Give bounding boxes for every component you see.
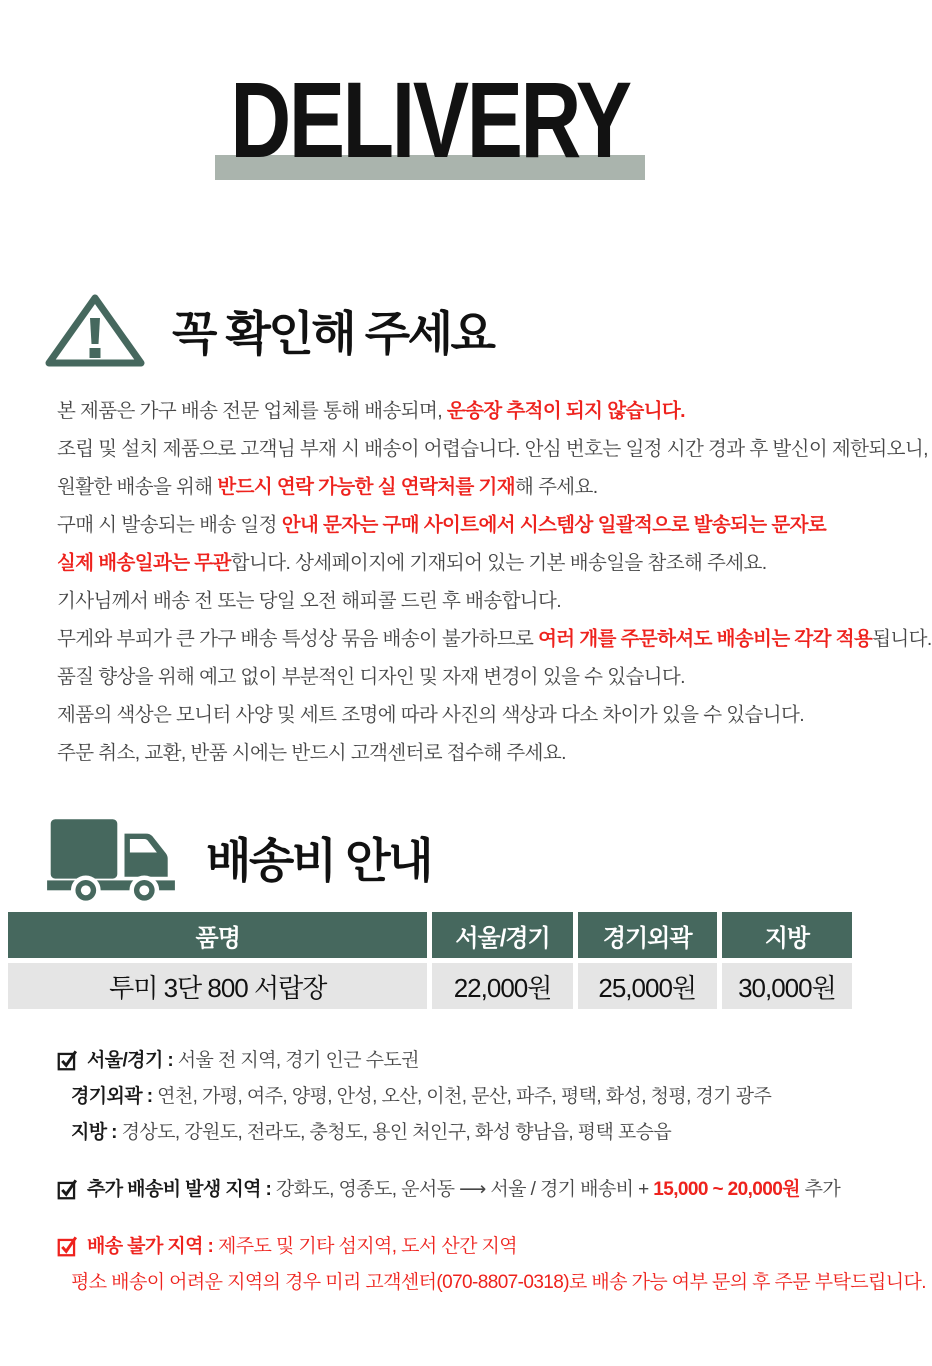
- text-segment: 조립 및 설치 제품으로 고객님 부재 시 배송이 어렵습니다. 안심 번호는 일정 시간 경과 후 발신이 제한되오니,: [57, 438, 928, 460]
- text-segment: 제품의 색상은 모니터 사양 및 세트 조명에 따라 사진의 색상과 다소 차이가 있을 수 있습니다.: [57, 704, 805, 726]
- notice-line: [57, 430, 928, 468]
- note-group: [57, 1172, 860, 1208]
- text-segment: 반드시 연락 가능한 실 연락처를 기재: [217, 476, 516, 498]
- fee-table-header-cell: 품명: [8, 912, 427, 958]
- text-segment: 여러 개를 주문하셔도 배송비는 각각 적용: [538, 628, 873, 650]
- text-segment: 강화도, 영종도, 운서동 ⟶ 서울 / 경기 배송비 +: [275, 1179, 654, 1200]
- notice-lines: [57, 392, 932, 772]
- note-line: [57, 1229, 860, 1265]
- notice-line: [57, 734, 860, 772]
- fee-table-header-cell: 경기외곽: [578, 912, 717, 958]
- text-segment: 추가 배송비 발생 지역 :: [87, 1179, 276, 1200]
- text-segment: 품질 향상을 위해 예고 없이 부분적인 디자인 및 자재 변경이 있을 수 있습니다.: [57, 666, 685, 688]
- note-line: [57, 1043, 860, 1079]
- text-segment: 제주도 및 기타 섬지역, 도서 산간 지역: [217, 1236, 518, 1257]
- text-segment: 해 주세요.: [515, 476, 598, 498]
- text-segment: 서울 전 지역, 경기 인근 수도권: [177, 1050, 419, 1071]
- notice-line: [57, 620, 932, 658]
- delivery-header: [0, 58, 860, 180]
- page-title: DELIVERY: [230, 59, 630, 180]
- text-segment: 운송장 추적이 되지 않습니다.: [446, 400, 685, 422]
- text-segment: 합니다. 상세페이지에 기재되어 있는 기본 배송일을 참조해 주세요.: [230, 552, 767, 574]
- shipping-section-title: 배송비 안내: [206, 833, 432, 887]
- text-segment: 배송 불가 지역 :: [87, 1236, 218, 1257]
- notice-line: [57, 696, 860, 734]
- text-segment: 지방 :: [71, 1122, 122, 1143]
- text-segment: 15,000 ~ 20,000원: [653, 1179, 800, 1200]
- fee-table-cell: 투미 3단 800 서랍장: [8, 963, 427, 1009]
- notice-line: [57, 392, 860, 430]
- checkbox-checked-icon: [57, 1236, 78, 1257]
- note-text: [87, 1172, 860, 1208]
- notice-line: [57, 658, 860, 696]
- note-line: [57, 1079, 860, 1115]
- text-segment: 연천, 가평, 여주, 양평, 안성, 오산, 이천, 문산, 파주, 평택, 화성, 청평, 경기 광주: [157, 1086, 772, 1107]
- checkbox-checked-icon: [57, 1050, 78, 1071]
- shipping-section-heading: [43, 812, 860, 902]
- notice-section-heading: [43, 292, 860, 368]
- warning-triangle-icon: [43, 292, 147, 368]
- text-segment: 무게와 부피가 큰 가구 배송 특성상 묶음 배송이 불가하므로: [57, 628, 539, 650]
- note-line: [57, 1265, 926, 1301]
- note-text: [87, 1229, 860, 1265]
- shipping-fee-table: [8, 912, 852, 1009]
- note-line: [57, 1172, 860, 1208]
- notice-line: [57, 582, 860, 620]
- text-segment: 원활한 배송을 위해: [57, 476, 218, 498]
- checkbox-checked-icon: [57, 1179, 78, 1200]
- note-text: [87, 1043, 860, 1079]
- notice-line: [57, 468, 860, 506]
- fee-table-cell: 22,000원: [432, 963, 572, 1009]
- fee-table-header-cell: 서울/경기: [432, 912, 572, 958]
- note-group: [57, 1229, 926, 1301]
- fee-table-cell: 25,000원: [578, 963, 717, 1009]
- text-segment: 주문 취소, 교환, 반품 시에는 반드시 고객센터로 접수해 주세요.: [57, 742, 566, 764]
- text-segment: 경기외곽 :: [71, 1086, 158, 1107]
- text-segment: 구매 시 발송되는 배송 일정: [57, 514, 282, 536]
- fee-table-cell: 30,000원: [722, 963, 852, 1009]
- fee-table-header-cell: 지방: [722, 912, 852, 958]
- text-segment: 기사님께서 배송 전 또는 당일 오전 해피콜 드린 후 배송합니다.: [57, 590, 562, 612]
- text-segment: 평소 배송이 어려운 지역의 경우 미리 고객센터(070-8807-0318)로 배송 가능 여부 문의 후 주문 부탁드립니다.: [71, 1272, 926, 1293]
- text-segment: 실제 배송일과는 무관: [57, 552, 231, 574]
- notice-line: [57, 544, 860, 582]
- delivery-truck-icon: [43, 812, 179, 902]
- text-segment: 서울/경기 :: [87, 1050, 178, 1071]
- text-segment: 안내 문자는 구매 사이트에서 시스템상 일괄적으로 발송되는 문자로: [281, 514, 827, 536]
- text-segment: 본 제품은 가구 배송 전문 업체를 통해 배송되며,: [57, 400, 447, 422]
- notice-line: [57, 506, 860, 544]
- note-group: [57, 1043, 860, 1151]
- shipping-notes: [57, 1043, 926, 1301]
- text-segment: 경상도, 강원도, 전라도, 충청도, 용인 처인구, 화성 향남읍, 평택 포승읍: [121, 1122, 672, 1143]
- notice-section-title: 꼭 확인해 주세요: [172, 306, 494, 360]
- text-segment: 됩니다.: [872, 628, 932, 650]
- note-line: [57, 1115, 860, 1151]
- text-segment: 추가: [799, 1179, 841, 1200]
